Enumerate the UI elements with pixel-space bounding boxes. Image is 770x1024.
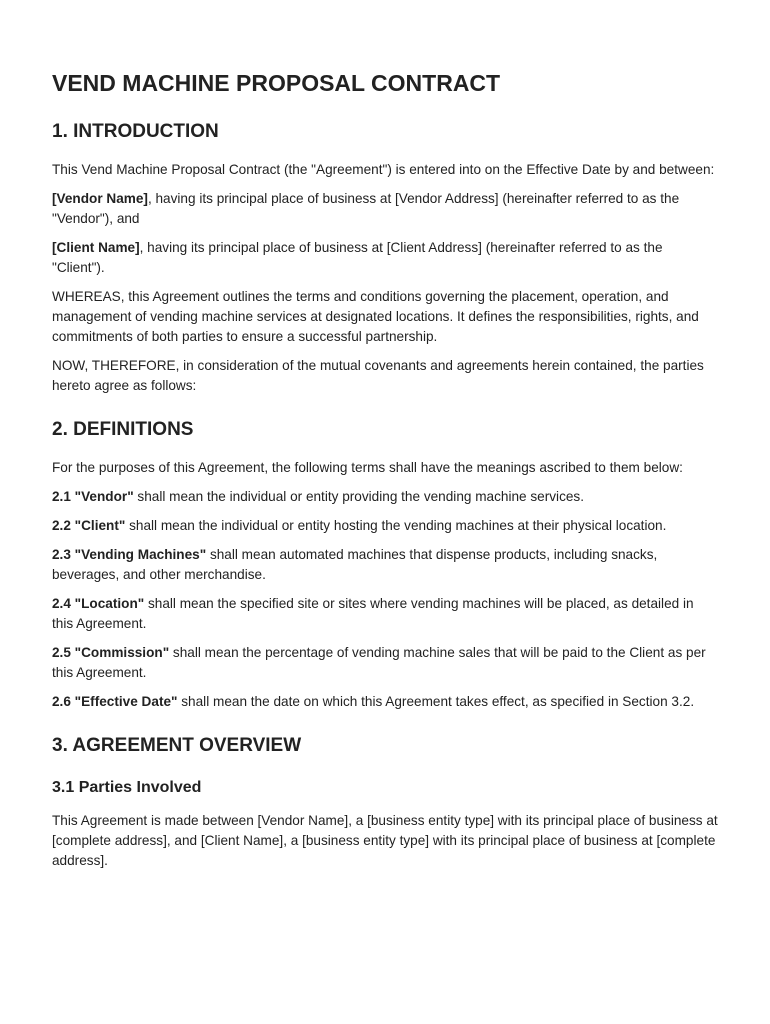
definition-term: 2.6 "Effective Date" (52, 694, 178, 709)
definition-term: 2.4 "Location" (52, 596, 145, 611)
document-title: VEND MACHINE PROPOSAL CONTRACT (52, 70, 501, 96)
introduction-heading: 1. INTRODUCTION (52, 121, 219, 142)
agreement-overview-section (52, 735, 718, 871)
definitions-heading: 2. DEFINITIONS (52, 419, 194, 440)
definition-item (52, 487, 718, 507)
definition-text: shall mean the individual or entity providing the vending machine services. (133, 489, 585, 504)
vendor-party-paragraph (52, 189, 718, 229)
definition-text: shall mean the percentage of vending machine sales that will be paid to the Client as per this Agreement. (52, 645, 706, 680)
agreement-overview-heading: 3. AGREEMENT OVERVIEW (52, 735, 302, 756)
whereas-paragraph: WHEREAS, this Agreement outlines the terms and conditions governing the placement, operation, and management of vending machine services at designated locations. It defines the responsibilities, rights, and commitments of both parties to ensure a successful partnership. (52, 289, 699, 344)
client-party-text: , having its principal place of business at [Client Address] (hereinafter referred to as the "Client"). (52, 240, 663, 275)
definition-text: shall mean the individual or entity hosting the vending machines at their physical location. (125, 518, 667, 533)
definition-item (52, 516, 718, 536)
client-name-placeholder: [Client Name] (52, 240, 140, 255)
parties-involved-paragraph: This Agreement is made between [Vendor Name], a [business entity type] with its principal place of business at [complete address], and [Client Name], a [business entity type] with its principal place of business at [complete address]. (52, 813, 718, 868)
definition-term: 2.5 "Commission" (52, 645, 170, 660)
vendor-name-placeholder: [Vendor Name] (52, 191, 148, 206)
now-therefore-paragraph: NOW, THEREFORE, in consideration of the mutual covenants and agreements herein contained, the parties hereto agree as follows: (52, 358, 704, 393)
definition-item (52, 643, 718, 683)
client-party-paragraph (52, 238, 718, 278)
definition-item (52, 545, 718, 585)
definition-term: 2.1 "Vendor" (52, 489, 134, 504)
definitions-section (52, 419, 718, 712)
introduction-section (52, 121, 718, 396)
introduction-paragraph: This Vend Machine Proposal Contract (the "Agreement") is entered into on the Effective Date by and between: (52, 162, 715, 177)
definition-term: 2.2 "Client" (52, 518, 126, 533)
parties-involved-subsection (52, 779, 718, 871)
definitions-intro: For the purposes of this Agreement, the following terms shall have the meanings ascribed to them below: (52, 460, 683, 475)
definition-term: 2.3 "Vending Machines" (52, 547, 207, 562)
definition-item (52, 594, 718, 634)
definition-text: shall mean the specified site or sites where vending machines will be placed, as detailed in this Agreement. (52, 596, 694, 631)
vendor-party-text: , having its principal place of business at [Vendor Address] (hereinafter referred to as the "Vendor"), and (52, 191, 680, 226)
parties-involved-heading: 3.1 Parties Involved (52, 779, 202, 796)
definition-item (52, 692, 718, 712)
definition-text: shall mean the date on which this Agreement takes effect, as specified in Section 3.2. (177, 694, 695, 709)
definition-text: shall mean automated machines that dispense products, including snacks, beverages, and other merchandise. (52, 547, 658, 582)
